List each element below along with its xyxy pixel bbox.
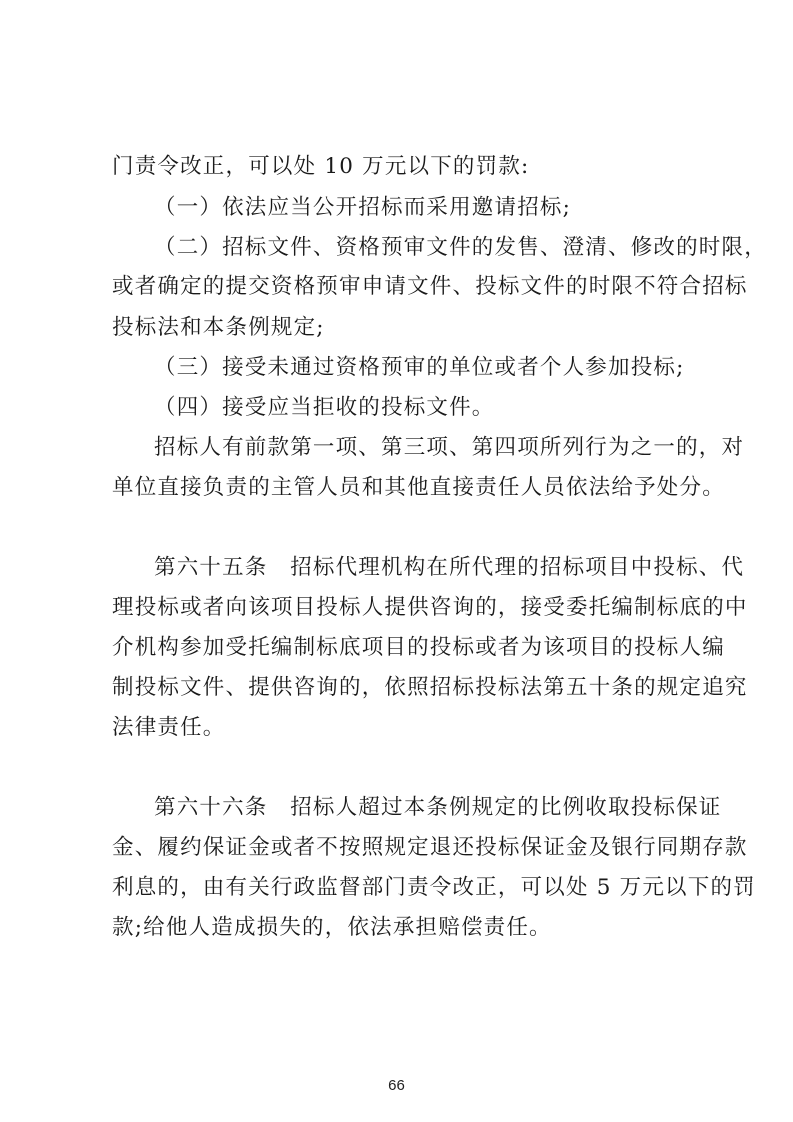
text-line: 理投标或者向该项目投标人提供咨询的，接受委托编制标底的中 (112, 595, 748, 620)
text-line: （三）接受未通过资格预审的单位或者个人参加投标; (154, 355, 685, 380)
article-66-heading-line: 第六十六条 招标人超过本条例规定的比例收取投标保证 (154, 795, 722, 820)
text-line: 门责令改正，可以处 10 万元以下的罚款: (112, 154, 530, 179)
text-line: （四）接受应当拒收的投标文件。 (154, 395, 495, 420)
text-line: 利息的，由有关行政监督部门责令改正，可以处 5 万元以下的罚 (112, 875, 756, 900)
text-line: 介机构参加受托编制标底项目的投标或者为该项目的投标人编 (112, 635, 725, 660)
text-line: 单位直接负责的主管人员和其他直接责任人员依法给予处分。 (112, 475, 725, 500)
text-line: 招标人有前款第一项、第三项、第四项所列行为之一的，对 (154, 435, 745, 460)
text-line: 投标法和本条例规定; (112, 315, 325, 340)
text-line: 或者确定的提交资格预审申请文件、投标文件的时限不符合招标 (112, 274, 748, 299)
article-65-heading-line: 第六十五条 招标代理机构在所代理的招标项目中投标、代 (154, 555, 745, 580)
text-line: 款;给他人造成损失的，依法承担赔偿责任。 (112, 915, 552, 940)
page-number: 66 (388, 1077, 405, 1094)
text-line: （一）依法应当公开招标而采用邀请招标; (154, 195, 572, 220)
text-line: 制投标文件、提供咨询的，依照招标投标法第五十条的规定追究 (112, 675, 748, 700)
text-line: （二）招标文件、资格预审文件的发售、澄清、修改的时限， (154, 235, 767, 260)
text-line: 法律责任。 (112, 715, 226, 740)
text-line: 金、履约保证金或者不按照规定退还投标保证金及银行同期存款 (112, 835, 748, 860)
